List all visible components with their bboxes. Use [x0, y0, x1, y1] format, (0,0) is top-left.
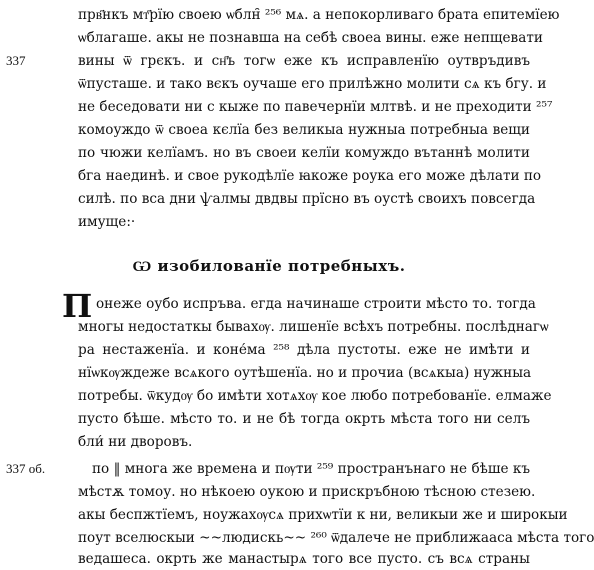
text-line: прв҃нкъ мт҃рїю своею ѡблн̑ ²⁵⁶ мѧ. а непокорливаго брата епитемїею — [78, 7, 560, 23]
text-line: нїѡкѹждеже всѧкого оутѣшенїа. но и прочиа (всѧкыа) нужныа — [78, 365, 532, 381]
drop-capital: П — [62, 287, 93, 325]
text-line: ѡблагаше. акы не познавша на себѣ своеа вины. еже непщевати — [78, 30, 543, 46]
text-line: силѣ. по вса дни ѱалмы двдвы прїсно въ оустѣ своихъ повсегда — [78, 191, 536, 207]
text-line: не беседовати ни с кыже по павечернїи млтвѣ. и не преходити ²⁵⁷ — [78, 99, 553, 115]
text-line: потребы. ѿкудѹ бо имѣти хотѧхѹ кое любо потребованїе. елмаже — [78, 388, 552, 404]
text-line: комоуждо ѿ своеа кєлїа без великыа нужныа потребныа вещи — [78, 122, 530, 138]
section-heading: Ѡ изобилованїе потребныхъ. — [132, 257, 406, 275]
text-line: вины ѿ грєкъ. и сн҃ъ тогѡ еже къ исправленїю оутвръдивъ — [78, 53, 530, 69]
margin-folio-number: 337 — [6, 53, 26, 68]
text-line: пусто бѣше. мѣсто то. и не бѣ тогда окрть мѣста того ни селъ — [78, 411, 530, 427]
text-line: имуще:· — [78, 214, 136, 230]
text-line: бли́ ни дворовъ. — [78, 434, 193, 450]
text-line: акы беспжтїемъ, ноужахѹсѧ прихѡтїи к ни, великыи же и широкыи — [78, 507, 568, 523]
margin-folio-verso: 337 об. — [6, 461, 46, 476]
text-line: онеже оубо испръва. егда начинаше строити мѣсто то. тогда — [96, 296, 536, 312]
text-line: ведашеса. окрть же манастырѧ того все пусто. съ всѧ страны — [78, 551, 530, 567]
text-line: многы недостаткы бывахѹ. лишенїе всѣхъ потребны. послѣднагѡ — [78, 319, 549, 335]
text-line: мѣстѫ томоу. но нѣкоею оукою и прискръбною тѣсною стезею. — [78, 484, 536, 500]
text-line: поут вселюскыи ~~людискь~~ ²⁶⁰ ѿдалече не приближааса мѣста того — [78, 530, 594, 546]
text-line: бга наединѣ. и свое рукодѣлїе ꙗкоже роука его може дѣлати по — [78, 168, 542, 184]
text-line: по чюжи келїамъ. но въ своеи келїи комуждо вътаннѣ молити — [78, 145, 530, 161]
text-line: ра нестаженїа. и коне́ма ²⁵⁸ дѣла пустоты. еже не имѣти и — [78, 342, 530, 358]
text-line: ѿпусташе. и тако вєкъ оучаше его прилѣжно молити сѧ къ бгу. и — [78, 76, 547, 92]
text-line: по ‖ многа же времена и пѹти ²⁵⁹ пространънаго не бѣше къ — [92, 461, 530, 477]
